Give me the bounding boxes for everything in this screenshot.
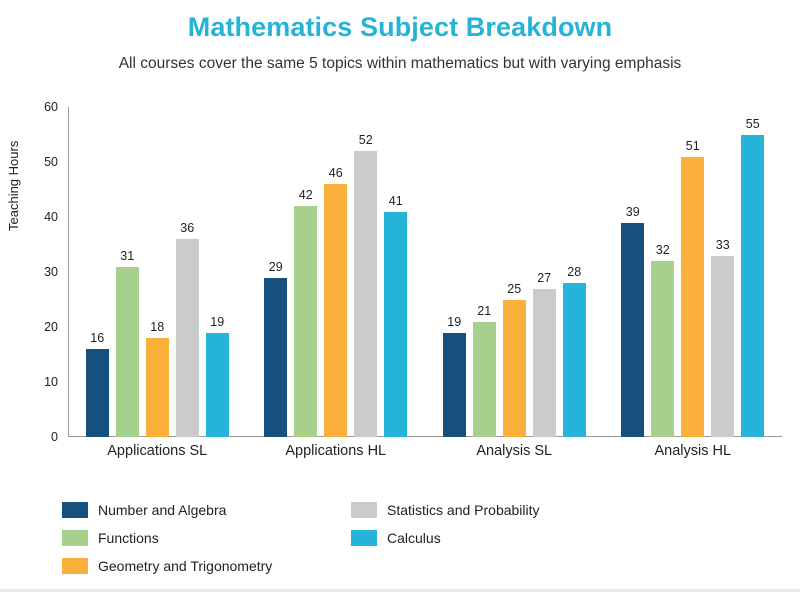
y-axis-ticks [24,100,62,444]
bar-value-label: 16 [90,331,105,345]
chart-subtitle: All courses cover the same 5 topics within mathematics but with varying emphasis [118,55,682,72]
x-axis-labels [68,443,782,459]
bar-value-label: 51 [685,138,700,153]
bar-value-label: 19 [447,314,462,329]
bar-rect [384,212,407,438]
bar-rect [533,289,556,438]
bar-group [621,107,764,437]
bar[interactable] [741,107,764,437]
bar-rect [176,239,199,437]
bar-value-label: 52 [358,133,373,147]
chart-page [0,12,800,592]
bar[interactable] [116,107,139,437]
bar[interactable] [563,107,586,437]
legend-item[interactable] [351,496,622,524]
bar-value-label: 29 [268,259,283,274]
bar-group [264,107,407,437]
bar-value-label: 25 [507,281,522,296]
bar-rect [503,300,526,438]
bar-group [86,107,229,437]
legend-label: Calculus [387,530,441,546]
y-tick-label: 50 [44,155,58,169]
bar-rect [206,333,229,438]
bar[interactable] [354,107,377,437]
bar-rect [563,283,586,437]
bar[interactable] [324,107,347,437]
bar-value-label: 28 [567,265,582,279]
bar-rect [741,135,764,438]
bar-value-label: 18 [150,320,165,334]
bar-rect [324,184,347,437]
bar-value-label: 42 [298,188,313,202]
bar-rect [146,338,169,437]
legend-label: Geometry and Trigonometry [98,558,273,574]
bar-rect [621,223,644,438]
chart-title: Mathematics Subject Breakdown [187,12,613,42]
legend-swatch [351,530,377,546]
bar-value-label: 41 [388,193,403,208]
y-tick-label: 0 [51,430,58,444]
y-tick-label: 10 [44,375,58,389]
bar-value-label: 39 [625,204,640,219]
legend-item[interactable] [351,524,622,552]
bar-value-label: 21 [477,303,492,318]
x-tick-label: Analysis HL [654,443,732,459]
bar-rect [473,322,496,438]
bar-groups [68,107,782,437]
x-tick-label: Analysis SL [476,443,553,459]
legend-item[interactable] [62,552,333,580]
bar[interactable] [711,107,734,437]
bar[interactable] [206,107,229,437]
bar[interactable] [533,107,556,437]
y-tick-label: 20 [44,320,58,334]
bar-rect [264,278,287,438]
chart-legend [62,496,622,580]
bar-value-label: 31 [120,248,135,263]
bar-rect [711,256,734,438]
legend-label: Statistics and Probability [387,502,540,518]
legend-label: Functions [98,530,159,546]
bar-value-label: 36 [180,221,195,235]
legend-item[interactable] [62,524,333,552]
bar[interactable] [503,107,526,437]
legend-swatch [62,502,88,518]
bar-rect [86,349,109,437]
bar[interactable] [264,107,287,437]
bar[interactable] [86,107,109,437]
legend-label: Number and Algebra [98,502,227,518]
bar[interactable] [473,107,496,437]
bar[interactable] [146,107,169,437]
y-tick-label: 30 [44,265,58,279]
y-tick-label: 40 [44,210,58,224]
bar-value-label: 19 [210,314,225,329]
bar-rect [681,157,704,438]
bar-value-label: 32 [655,243,670,257]
y-axis-label: Teaching Hours [6,140,21,231]
bar-value-label: 33 [715,237,730,252]
bar-value-label: 55 [745,116,760,131]
bar-value-label: 27 [537,270,552,285]
bar-rect [354,151,377,437]
legend-item[interactable] [62,496,333,524]
bar[interactable] [176,107,199,437]
bar[interactable] [443,107,466,437]
bar-rect [116,267,139,438]
bar[interactable] [651,107,674,437]
bar-rect [651,261,674,437]
bar-group [443,107,586,437]
y-tick-label: 60 [44,100,58,114]
bar[interactable] [294,107,317,437]
bar[interactable] [621,107,644,437]
legend-swatch [351,502,377,518]
bar-rect [294,206,317,437]
axis-area [44,100,782,444]
x-tick-label: Applications HL [285,443,387,459]
bar[interactable] [681,107,704,437]
x-tick-label: Applications SL [107,443,208,459]
bar-value-label: 46 [328,166,343,180]
bar[interactable] [384,107,407,437]
plot-area [0,91,800,459]
legend-swatch [62,558,88,574]
bar-rect [443,333,466,438]
legend-swatch [62,530,88,546]
